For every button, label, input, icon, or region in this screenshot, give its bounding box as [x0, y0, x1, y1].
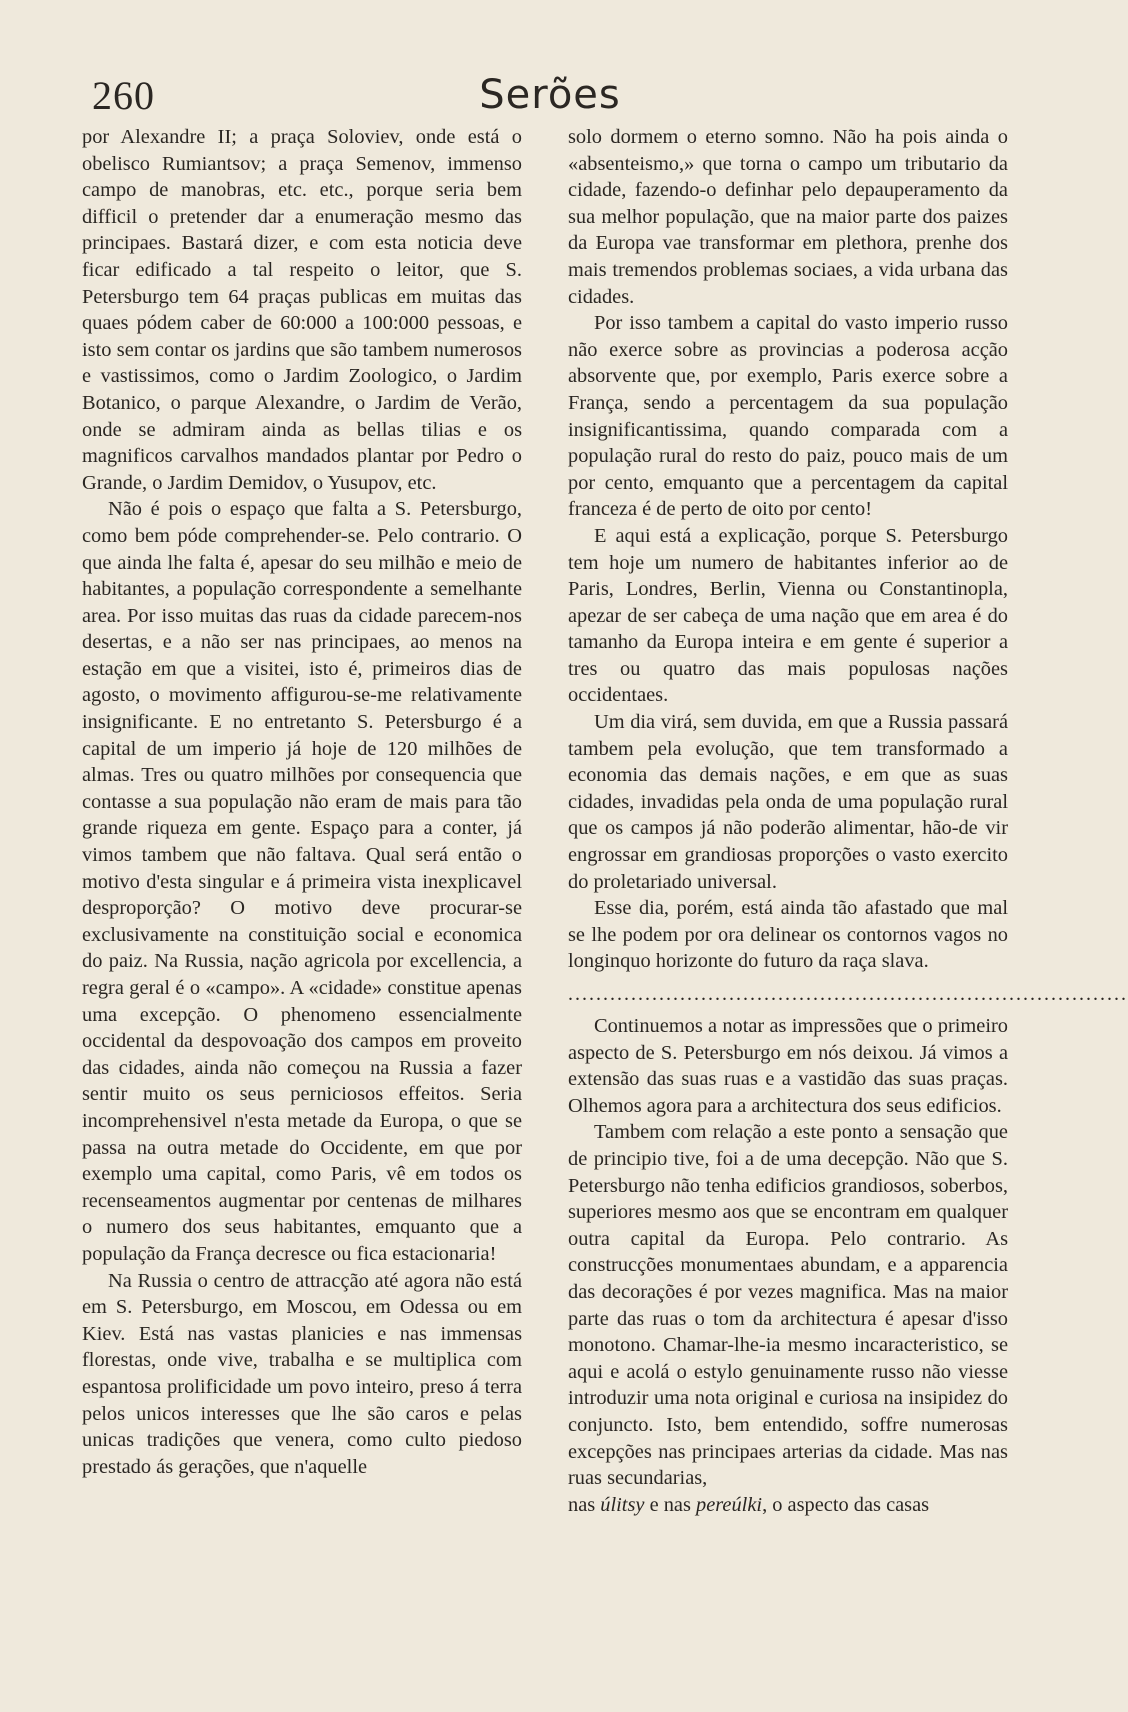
last-line [568, 1492, 1008, 1519]
last-line-middle: e nas [644, 1493, 696, 1516]
right-column [568, 124, 1128, 1518]
paragraph: Tambem com relação a este ponto a sensação que de principio tive, foi a de uma decepção. Não que S. Petersburgo não tenha edificios grandiosos, soberbos, superiores mesmo aos que se encontram em qualquer outra capital da Europa. Pelo contrario. As construcções monumentaes abundam, e a apparencia das decorações é por vezes magnifica. Mas na maior parte das ruas o tom da architectura é apesar d'isso monotono. Chamar-lhe-ia mesmo incaracteristico, se aqui e acolá o estylo genuinamente russo não viesse introduzir uma nota original e curiosa na insipidez do conjuncto. Isto, bem entendido, soffre numerosas excepções nas principaes arterias da cidade. Mas nas ruas secundarias, [568, 1121, 1008, 1490]
section-break-dots: ................................................................................ [568, 983, 1128, 1005]
paragraph: Continuemos a notar as impressões que o primeiro aspecto de S. Petersburgo em nós deixou. Já vimos a extensão das suas ruas e a vastidão das suas praças. Olhemos agora para a architectura dos seus edificios. [568, 1015, 1008, 1117]
russian-term-ulitsy: úlitsy [600, 1493, 645, 1516]
last-line-prefix: nas [568, 1493, 601, 1516]
russian-term-pereulki: pereúlki [696, 1493, 763, 1516]
paragraph: Na Russia o centro de attracção até agora não está em S. Petersburgo, em Moscou, em Odessa ou em Kiev. Está nas vastas planicies e nas immensas florestas, onde vive, trabalha e se multiplica com espantosa prolificidade um povo inteiro, preso á terra pelos unicos interesses que lhe são caros e pelas unicas tradições que venera, como culto piedoso prestado ás gerações, que n'aquelle [82, 1269, 522, 1478]
paragraph: solo dormem o eterno somno. Não ha pois ainda o «absenteismo,» que torna o campo um tributario da cidade, fazendo-o definhar pelo depauperamento da sua melhor população, que na maior parte dos paizes da Europa vae transformar em plethora, prenhe dos mais tremendos problemas sociaes, a vida urbana das cidades. [568, 126, 1008, 308]
paragraph: Um dia virá, sem duvida, em que a Russia passará tambem pela evolução, que tem transformado a economia das demais nações, e em que as suas cidades, invadidas pela onda de uma população rural que os campos já não poderão alimentar, hão-de vir engrossar em grandiosas proporções o vasto exercito do proletariado universal. [568, 711, 1008, 893]
paragraph: Não é pois o espaço que falta a S. Petersburgo, como bem póde comprehender-se. Pelo contrario. O que ainda lhe falta é, apesar do seu milhão e meio de habitantes, a população correspondente a semelhante area. Por isso muitas das ruas da cidade parecem-nos desertas, e a não ser nas principaes, ao menos na estação em que a visitei, isto é, primeiros dias de agosto, o movimento affigurou-se-me relativamente insignificante. E no entretanto S. Petersburgo é a capital de um imperio já hoje de 120 milhões de almas. Tres ou quatro milhões por consequencia que contasse a sua população não eram de mais para tão grande riqueza em gente. Espaço para a conter, já vimos tambem que não faltava. Qual será então o motivo d'esta singular e á primeira vista inexplicavel desproporção? O motivo deve procurar-se exclusivamente na constituição social e economica do paiz. Na Russia, nação agricola por excellencia, a regra geral é o «campo». A «cidade» constitue apenas uma excepção. O phenomeno essencialmente occidental da despovoação dos campos em proveito das cidades, ainda não começou na Russia a fazer sentir muito os seus perniciosos effeitos. Seria incomprehensivel n'esta metade da Europa, o que se passa na outra metade do Occidente, em que por exemplo uma capital, como Paris, vê em todos os recenseamentos augmentar por centenas de milhares o numero dos seus habitantes, emquanto que a população da França decresce ou fica estacionaria! [82, 498, 522, 1265]
left-column [82, 124, 522, 1480]
last-line-suffix: , o aspecto das casas [762, 1493, 930, 1516]
page-number: 260 [92, 73, 155, 118]
paragraph: por Alexandre II; a praça Soloviev, onde está o obelisco Rumiantsov; a praça Semenov, immenso campo de manobras, etc. etc., porque seria bem difficil o pretender dar a enumeração mesmo das principaes. Bastará dizer, e com esta noticia deve ficar edificado a tal respeito o leitor, que S. Petersburgo tem 64 praças publicas em muitas das quaes pódem caber de 60:000 a 100:000 pessoas, e isto sem contar os jardins que são tambem numerosos e vastissimos, como o Jardim Zoologico, o Jardim Botanico, o parque Alexandre, o Jardim de Verão, onde se admiram ainda as bellas tilias e os magnificos carvalhos mandados plantar por Pedro o Grande, o Jardim Demidov, o Yusupov, etc. [82, 126, 522, 494]
paragraph: Por isso tambem a capital do vasto imperio russo não exerce sobre as provincias a poderosa acção absorvente que, por exemplo, Paris exerce sobre a França, sendo a percentagem da sua população insignificantissima, quando comparada com a população rural do resto do paiz, pouco mais de um por cento, emquanto que a percentagem da capital franceza é de perto de oito por cento! [568, 312, 1008, 521]
paragraph: E aqui está a explicação, porque S. Petersburgo tem hoje um numero de habitantes inferior ao de Paris, Londres, Berlin, Vienna ou Constantinopla, apezar de ser cabeça de uma nação que em area é do tamanho da Europa inteira e em gente é superior a tres ou quatro das mais populosas nações occidentaes. [568, 524, 1008, 707]
paragraph: Esse dia, porém, está ainda tão afastado que mal se lhe podem por ora delinear os contornos vagos no longinquo horizonte do futuro da raça slava. [568, 897, 1008, 973]
running-title: Serões [479, 72, 621, 118]
